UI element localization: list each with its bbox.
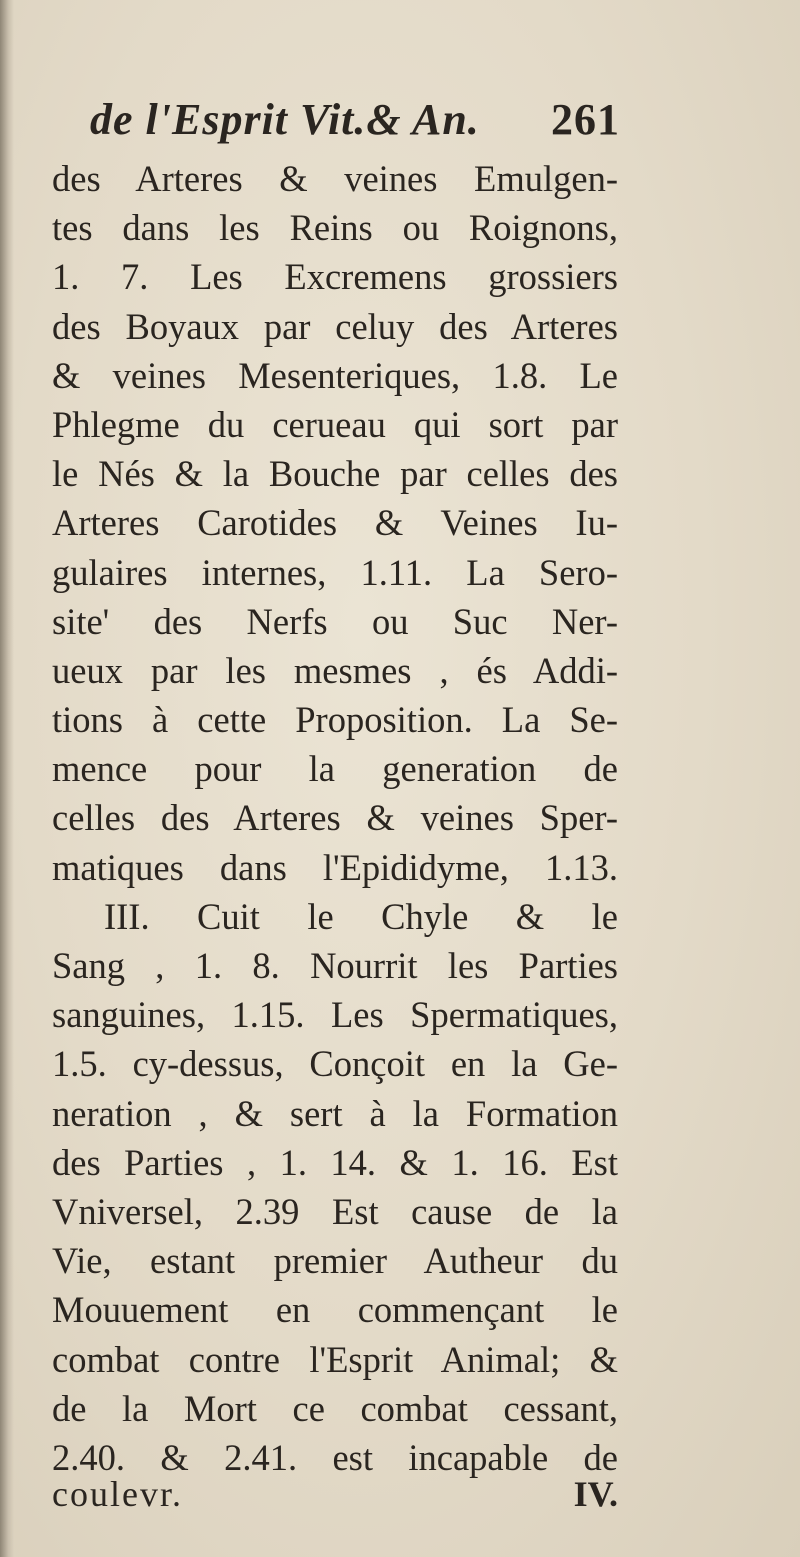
text-line: Vie, estant premier Autheur du [52,1240,618,1282]
text-line: Vniversel, 2.39 Est cause de la [52,1190,618,1232]
text-line: & veines Mesenteriques, 1.8. Le [52,354,618,396]
text-line: site' des Nerfs ou Suc Ner- [52,600,618,642]
signature-mark: IV. [573,1474,618,1514]
body-text [52,154,618,1482]
text-line: neration , & sert à la Formation [52,1092,618,1134]
text-line: Arteres Carotides & Veines Iu- [52,502,618,544]
page-header [90,92,620,148]
text-line: des Boyaux par celuy des Arteres [52,305,618,347]
text-line: Mouuement en commençant le [52,1289,618,1331]
running-title: de l'Esprit Vit.& An. [90,95,480,144]
text-line: tes dans les Reins ou Roignons, [52,207,618,249]
binding-gutter [0,0,14,1557]
text-line: ueux par les mesmes , és Addi- [52,649,618,691]
page-footer [52,1470,618,1519]
text-line: 1. 7. Les Excremens grossiers [52,256,618,298]
text-line: sanguines, 1.15. Les Spermatiques, [52,994,618,1036]
text-line: 2.40. & 2.41. est incapable de [52,1436,618,1478]
text-line: de la Mort ce combat cessant, [52,1387,618,1429]
text-line: gulaires internes, 1.11. La Sero- [52,551,618,593]
text-line: matiques dans l'Epididyme, 1.13. [52,846,618,888]
text-line: tions à cette Proposition. La Se- [52,699,618,741]
text-line: celles des Arteres & veines Sper- [52,797,618,839]
text-line: Sang , 1. 8. Nourrit les Parties [52,945,618,986]
text-line: mence pour la generation de [52,748,618,790]
text-line: des Arteres & veines Emulgen- [52,158,618,199]
text-line: le Nés & la Bouche par celles des [52,453,618,495]
text-line: III. Cuit le Chyle & le [104,895,618,937]
text-line: Phlegme du cerueau qui sort par [52,403,618,445]
page-number: 261 [551,95,620,144]
catchword: coulevr. [52,1474,183,1514]
text-line: des Parties , 1. 14. & 1. 16. Est [52,1141,618,1183]
text-line: 1.5. cy-dessus, Conçoit en la Ge- [52,1043,618,1085]
text-line: combat contre l'Esprit Animal; & [52,1338,618,1380]
